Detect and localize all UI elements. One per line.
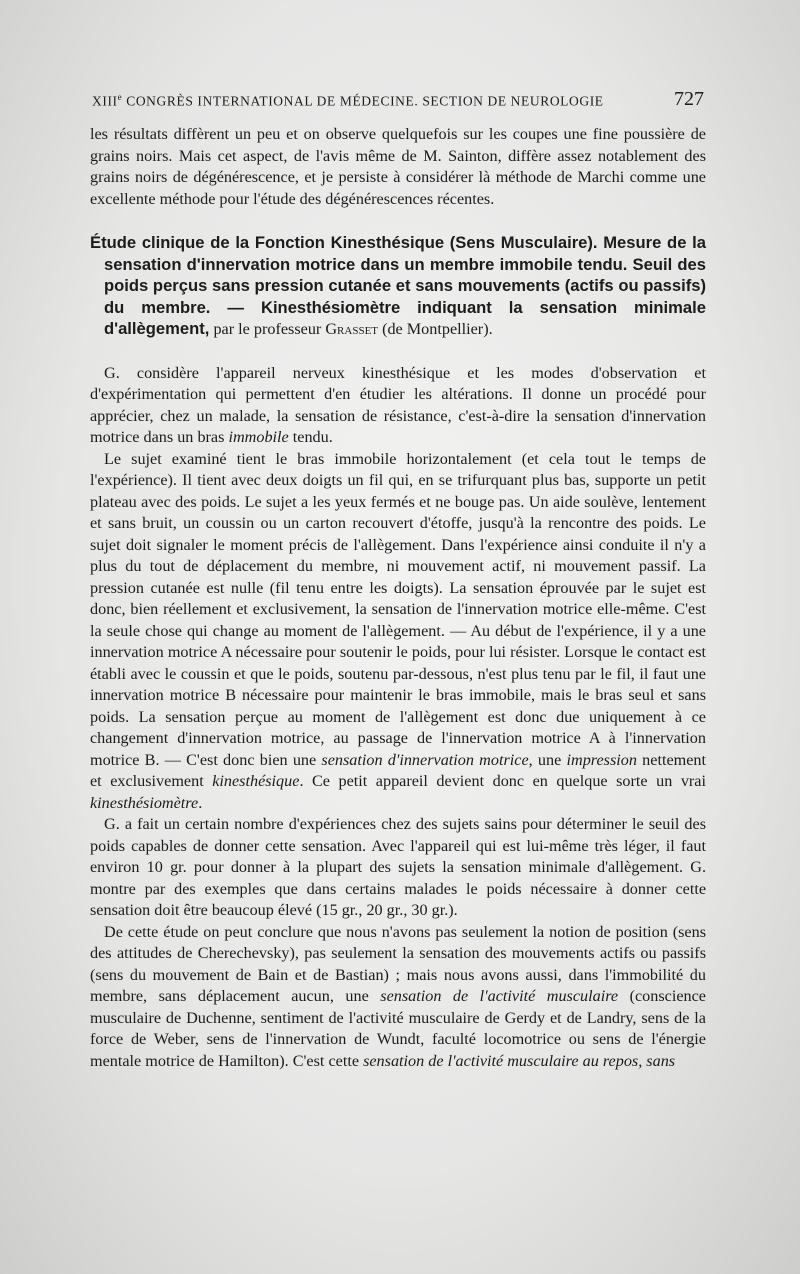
intro-paragraph: les résultats diffèrent un peu et on observe quelquefois sur les coupes une fine poussière de grains noirs. Mais cet aspect, de l'avis même de M. Sainton, diffère assez notablement des grains noirs de dégénérescence, et je persiste à considérer là méthode de Marchi comme une excellente méthode pour l'étude des dégénérescences récentes. [90, 125, 706, 208]
article-title: Étude clinique de la Fonction Kinesthésique (Sens Musculaire). Mesure de la sensation d'innervation motrice dans un membre immobile tendu. Seuil des poids perçus sans pression cutanée et sans mouvements (actifs ou passifs) du membre. — Kinesthésiomètre indiquant la sensation minimale d'allègement, par le professeur Grasset (de Montpellier). [90, 233, 706, 338]
author-name: Grasset [325, 320, 379, 338]
paragraph-4: De cette étude on peut conclure que nous n'avons pas seulement la notion de position (sens des attitudes de Cherechevsky), pas seulement la sensation des mouvements actifs ou passifs (sens du mouvement de Bain et de Bastian) ; mais nous avons aussi, dans l'immobilité du membre, sans déplacement aucun, une sensation de l'activité musculaire (conscience musculaire de Duchenne, sentiment de l'activité musculaire de Gerdy et de Landry, sens de la force de Weber, sens de l'innervation de Wundt, faculté locomotrice ou sens de l'énergie mentale motrice de Hamilton). C'est cette sensation de l'activité musculaire au repos, sans [90, 922, 706, 1070]
running-header [92, 88, 704, 111]
article-title-bold: Étude clinique de la Fonction Kinesthésique (Sens Musculaire). Mesure de la sensation d'innervation motrice dans un membre immobile tendu. Seuil des poids perçus sans pression cutanée et sans mouvements (actifs ou passifs) du membre. — Kinesthésiomètre indiquant la sensation minimale d'allègement, [90, 233, 706, 338]
page-number: 727 [674, 88, 704, 110]
paragraph-2: Le sujet examiné tient le bras immobile horizontalement (et cela tout le temps de l'expérience). Il tient avec deux doigts un fil qui, en se trifurquant plus bas, supporte un petit plateau avec des poids. Le sujet a les yeux fermés et ne bouge pas. Un aide soulève, lentement et sans bruit, un coussin ou un carton recouvert d'étoffe, jusqu'à la rencontre des poids. Le sujet doit signaler le moment précis de l'allègement. Dans l'expérience ainsi conduite il n'y a plus du tout de déplacement du membre, ni mouvement actif, ni mouvement passif. La pression cutanée est nulle (fil tenu entre les doigts). La sensation éprouvée par le sujet est donc, bien réellement et exclusivement, la sensation de l'innervation motrice elle-même. C'est la seule chose qui change au moment de l'allègement. — Au début de l'expérience, il y a une innervation motrice A nécessaire pour soutenir le poids, pour lui résister. Lorsque le contact est établi avec le coussin et que le poids, soutenu par-dessous, n'est plus tenu par le fil, il faut une innervation motrice B nécessaire pour maintenir le bras immobile, mais le bras seul et sans poids. La sensation perçue au moment de l'allègement est donc due uniquement à ce changement d'innervation motrice, au passage de l'innervation motrice A à l'innervation motrice B. — C'est donc bien une sensation d'innervation motrice, une impression nettement et exclusivement kinesthésique. Ce petit appareil devient donc en quelque sorte un vrai kinesthésiomètre. [90, 449, 706, 812]
running-title: XIIIe CONGRÈS INTERNATIONAL DE MÉDECINE. SECTION DE NEUROLOGIE [92, 91, 604, 108]
paragraph-3: G. a fait un certain nombre d'expériences chez des sujets sains pour déterminer le seuil des poids capables de donner cette sensation. Avec l'appareil qui est lui-même très léger, il faut environ 10 gr. pour donner à la plupart des sujets la sensation minimale d'allègement. G. montre par des exemples que dans certains malades le poids nécessaire à donner cette sensation doit être beaucoup élevé (15 gr., 20 gr., 30 gr.). [90, 815, 706, 919]
page-body [90, 124, 706, 1072]
paragraph-1: G. considère l'appareil nerveux kinesthésique et les modes d'observation et d'expérimentation qui permettent d'en étudier les altérations. Il donne un procédé pour apprécier, chez un malade, la sensation de résistance, c'est-à-dire la sensation d'innervation motrice dans un bras immobile tendu. [90, 363, 706, 446]
